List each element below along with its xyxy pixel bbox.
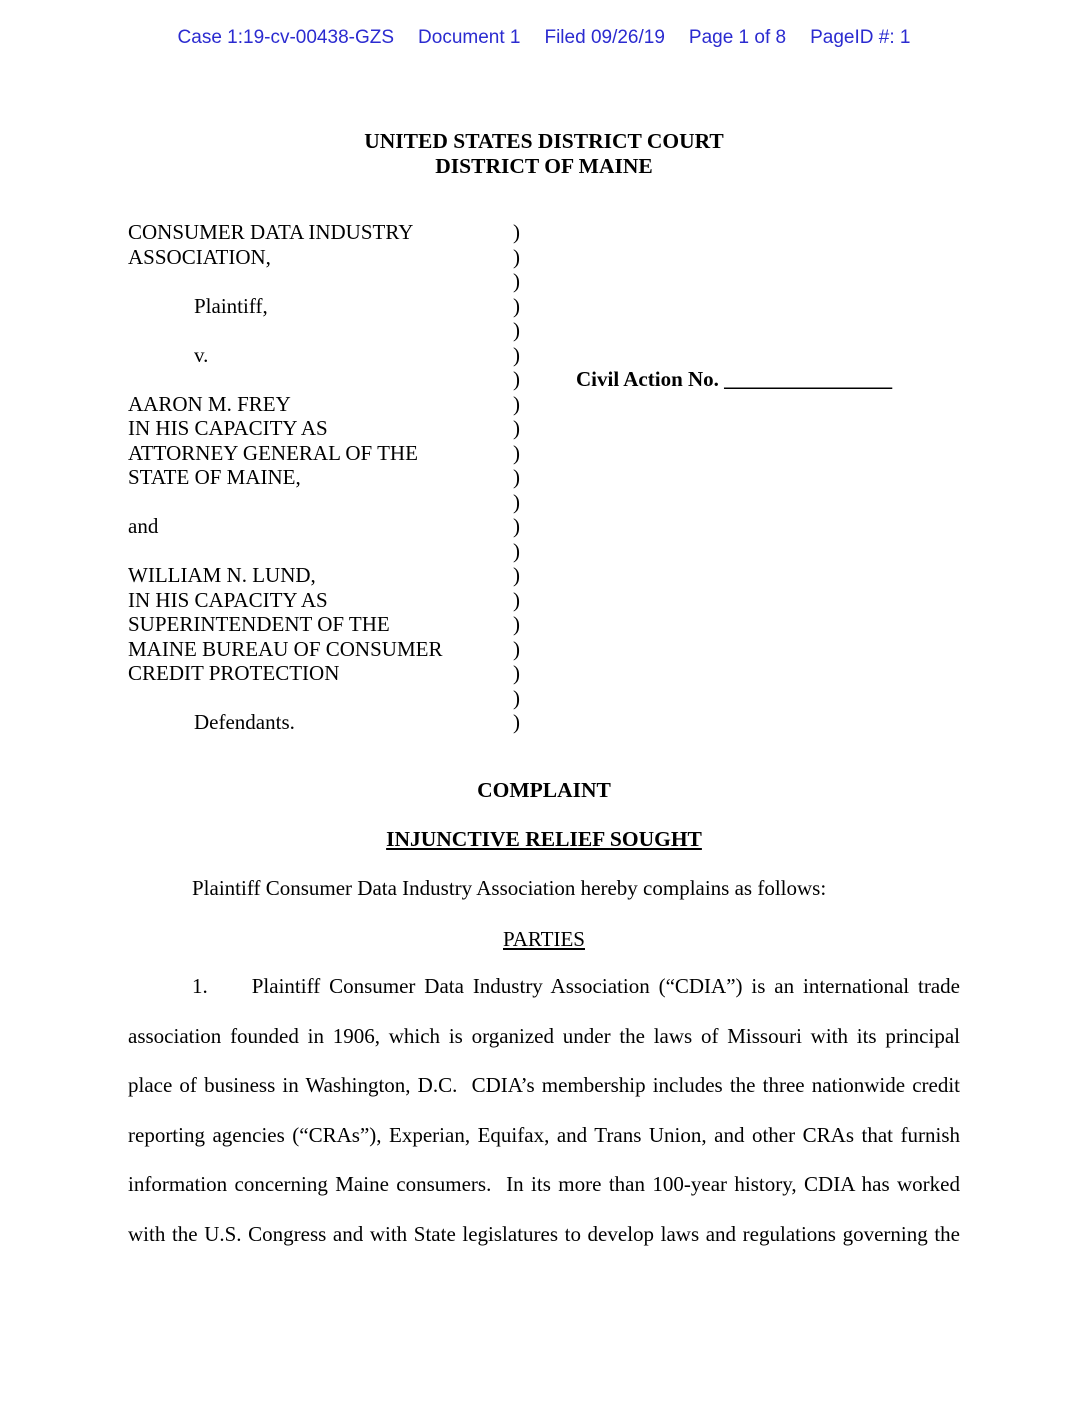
caption-right-empty (576, 661, 960, 686)
caption-left-text (128, 490, 513, 515)
caption-left-text: CONSUMER DATA INDUSTRY (128, 220, 414, 244)
caption-row (128, 465, 960, 490)
caption-paren: ) (513, 440, 520, 465)
caption-row (128, 539, 960, 564)
caption-paren: ) (513, 538, 520, 563)
caption-row (128, 367, 960, 392)
caption-right-empty (576, 220, 960, 245)
caption-paren: ) (513, 514, 520, 538)
caption-row (128, 343, 960, 368)
caption-right-empty (576, 563, 960, 588)
caption-paren: ) (513, 391, 520, 416)
caption-right-empty (576, 514, 960, 539)
caption-left-text: IN HIS CAPACITY AS (128, 416, 328, 440)
caption-block (128, 220, 960, 735)
caption-right-empty (576, 294, 960, 319)
caption-right-empty (576, 392, 960, 417)
caption-row (128, 245, 960, 270)
heading-complaint: COMPLAINT (477, 778, 611, 802)
caption-left-text: CREDIT PROTECTION (128, 661, 340, 685)
caption-left-text (128, 367, 513, 392)
caption-paren: ) (513, 244, 520, 269)
caption-row (128, 392, 960, 417)
caption-right-empty (576, 539, 960, 564)
caption-right-empty (576, 269, 960, 294)
caption-right-empty (576, 416, 960, 441)
caption-paren: ) (513, 465, 520, 489)
caption-paren: ) (513, 612, 520, 636)
court-district: DISTRICT OF MAINE (435, 154, 653, 178)
caption-paren: ) (513, 318, 520, 342)
caption-row (128, 441, 960, 466)
caption-left-text (128, 539, 513, 564)
caption-left-text: IN HIS CAPACITY AS (128, 587, 328, 612)
caption-row (128, 661, 960, 686)
court-title-block (128, 129, 960, 179)
case-stamp (0, 27, 1088, 49)
caption-row (128, 318, 960, 343)
caption-right-empty (576, 686, 960, 711)
caption-row (128, 514, 960, 539)
paragraph-text: Plaintiff Consumer Data Industry Association (“CDIA”) is an international trade association founded in 1906, which is organized under the laws of Missouri with its principal place of business in Washington, D.C. CDIA’s membership includes the three nationwide credit reporting agencies (“CRAs”), Experian, Equifax, and Trans Union, and other CRAs that furnish information concerning Maine consumers. In its more than 100-year history, CDIA has worked with the U.S. Congress and with State legislatures to develop laws and regulations governing the (128, 974, 960, 1246)
caption-left-text: ATTORNEY GENERAL OF THE (128, 440, 418, 465)
caption-paren: ) (513, 685, 520, 710)
caption-row (128, 220, 960, 245)
caption-right-empty (576, 245, 960, 270)
caption-paren: ) (513, 661, 520, 685)
caption-left-text: WILLIAM N. LUND, (128, 563, 316, 587)
stamp-segment: Case 1:19-cv-00438-GZS (177, 27, 395, 48)
caption-paren: ) (513, 416, 520, 440)
caption-left-text: and (128, 514, 159, 538)
caption-paren: ) (513, 563, 520, 587)
heading-parties: PARTIES (503, 927, 585, 951)
caption-row (128, 710, 960, 735)
caption-right-empty (576, 612, 960, 637)
caption-left-text: ASSOCIATION, (128, 244, 271, 269)
caption-row (128, 294, 960, 319)
caption-right-empty (576, 318, 960, 343)
caption-row (128, 637, 960, 662)
caption-paren: ) (513, 342, 520, 367)
caption-left-text (128, 318, 513, 343)
caption-paren: ) (513, 269, 520, 293)
heading-injunctive-relief: INJUNCTIVE RELIEF SOUGHT (386, 827, 702, 851)
caption-right-empty (576, 343, 960, 368)
caption-right-empty (576, 490, 960, 515)
paragraph-1 (128, 962, 960, 1259)
caption-right-empty (576, 441, 960, 466)
stamp-segment: Page 1 of 8 (688, 27, 787, 48)
caption-left-text: Plaintiff, (194, 293, 268, 318)
caption-paren: ) (513, 710, 520, 734)
caption-left-text (128, 686, 513, 711)
stamp-segment: Document 1 (418, 27, 521, 48)
civil-action-number: Civil Action No. ________________ (576, 367, 893, 391)
caption-right-empty (576, 465, 960, 490)
caption-row (128, 588, 960, 613)
caption-paren: ) (513, 489, 520, 514)
caption-left-text: Defendants. (194, 710, 295, 734)
caption-row (128, 490, 960, 515)
caption-paren: ) (513, 220, 520, 244)
caption-paren: ) (513, 293, 520, 318)
caption-row (128, 563, 960, 588)
caption-left-text: v. (194, 342, 209, 367)
court-name: UNITED STATES DISTRICT COURT (364, 129, 724, 153)
caption-row (128, 269, 960, 294)
caption-left-text: SUPERINTENDENT OF THE (128, 612, 390, 636)
caption-left-text: STATE OF MAINE, (128, 465, 301, 489)
caption-rows (128, 220, 960, 735)
caption-left-text (128, 269, 513, 294)
caption-left-text: MAINE BUREAU OF CONSUMER (128, 636, 443, 661)
caption-row (128, 416, 960, 441)
caption-paren: ) (513, 587, 520, 612)
caption-paren: ) (513, 636, 520, 661)
caption-left-text: AARON M. FREY (128, 391, 291, 416)
caption-paren: ) (513, 367, 520, 391)
intro-paragraph: Plaintiff Consumer Data Industry Association hereby complains as follows: (192, 876, 827, 900)
caption-right-empty (576, 588, 960, 613)
caption-row (128, 612, 960, 637)
caption-row (128, 686, 960, 711)
caption-right-empty (576, 710, 960, 735)
paragraph-number: 1. (192, 974, 208, 998)
caption-right-empty (576, 637, 960, 662)
stamp-segment: PageID #: 1 (810, 27, 911, 48)
stamp-segment: Filed 09/26/19 (544, 27, 665, 48)
